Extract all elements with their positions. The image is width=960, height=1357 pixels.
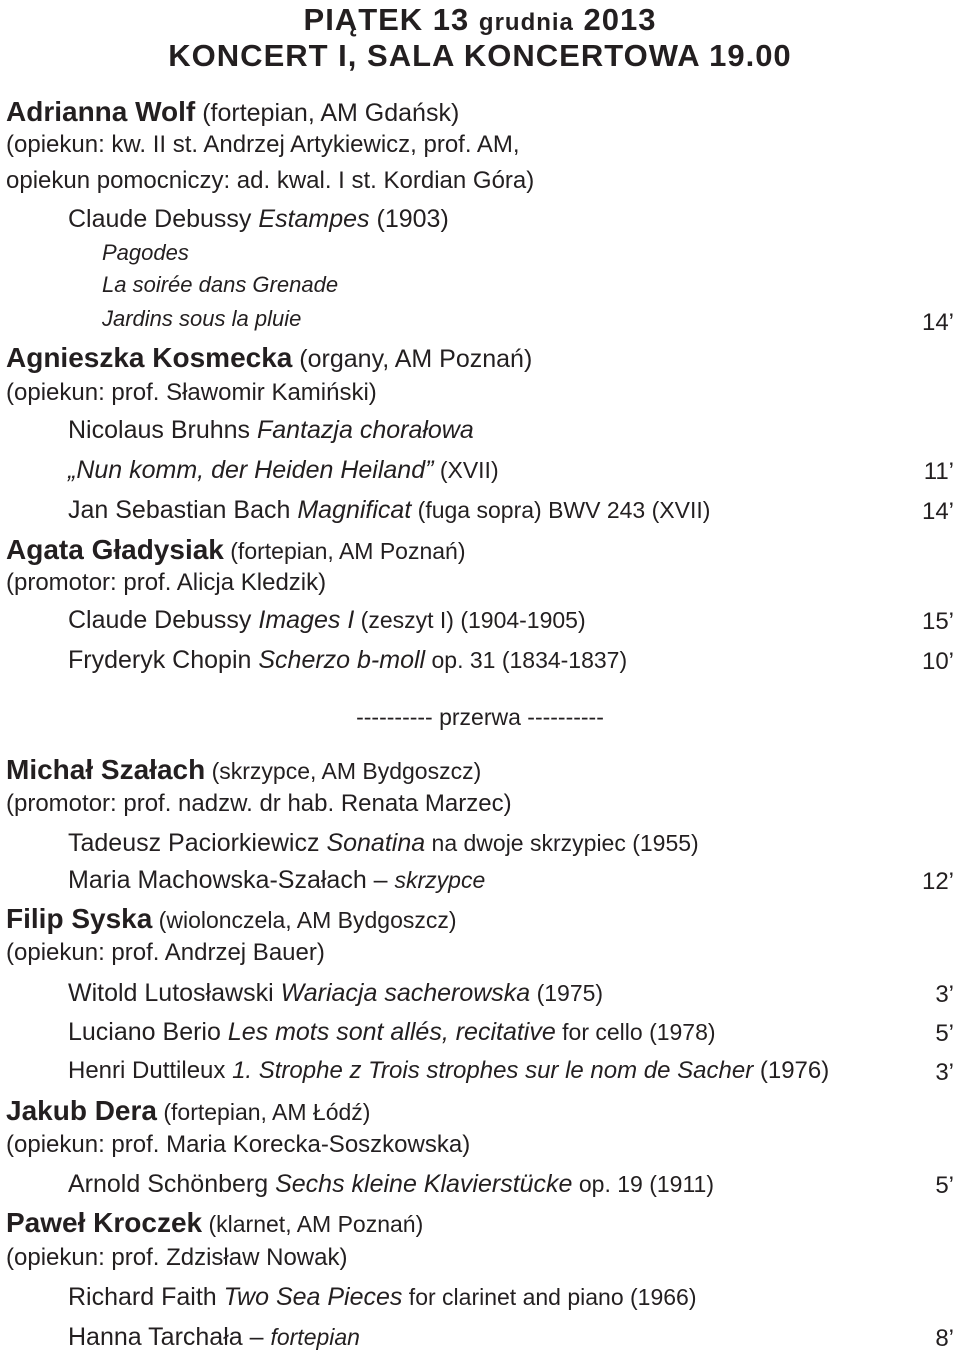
work-line: Jan Sebastian Bach Magnificat (fuga sopra) BWV 243 (XVII) xyxy=(68,496,711,524)
performer-name: Filip Syska xyxy=(6,903,153,934)
supervisor-line: (opiekun: prof. Maria Korecka-Soszkowska) xyxy=(6,1131,471,1158)
duration: 8’ xyxy=(935,1325,954,1352)
duration: 14’ xyxy=(921,498,954,525)
work-line: Henri Duttileux 1. Strophe z Trois strophes sur le nom de Sacher (1976) xyxy=(68,1057,830,1084)
movement: Jardins sous la pluie xyxy=(102,306,302,331)
performer-line: Agata Gładysiak (fortepian, AM Poznań) xyxy=(6,534,466,565)
work-line: Witold Lutosławski Wariacja sacherowska (1975) xyxy=(68,979,604,1007)
work-line: Nicolaus Bruhns Fantazja chorałowa xyxy=(68,416,474,444)
concert-date: PIĄTEK 13 grudnia 2013 xyxy=(303,2,657,37)
duration: 5’ xyxy=(935,1020,954,1047)
performer-line: Jakub Dera (fortepian, AM Łódź) xyxy=(6,1095,371,1126)
work-line: Arnold Schönberg Sechs kleine Klavierstücke op. 19 (1911) xyxy=(68,1170,714,1198)
supervisor-line: (promotor: prof. nadzw. dr hab. Renata Marzec) xyxy=(6,790,512,817)
performer-name: Agata Gładysiak xyxy=(6,534,224,565)
duration: 5’ xyxy=(935,1172,954,1199)
performer-name: Agnieszka Kosmecka xyxy=(6,342,293,373)
performer-line: Filip Syska (wiolonczela, AM Bydgoszcz) xyxy=(6,903,457,934)
work-line: „Nun komm, der Heiden Heiland” (XVII) xyxy=(68,456,499,484)
duration: 3’ xyxy=(935,1059,954,1086)
concert-title: KONCERT I, SALA KONCERTOWA 19.00 xyxy=(168,38,792,73)
supervisor-line: (opiekun: prof. Andrzej Bauer) xyxy=(6,939,325,966)
movement: La soirée dans Grenade xyxy=(102,272,339,297)
work-line: Claude Debussy Images I (zeszyt I) (1904-1905) xyxy=(68,606,586,634)
supervisor-line: (opiekun: prof. Sławomir Kamiński) xyxy=(6,379,377,406)
performer-name: Adrianna Wolf xyxy=(6,96,196,127)
performer-line: Adrianna Wolf (fortepian, AM Gdańsk) xyxy=(6,96,460,127)
duration: 10’ xyxy=(921,648,954,675)
duration: 15’ xyxy=(921,608,954,635)
duration: 14’ xyxy=(921,309,954,336)
supervisor-line: opiekun pomocniczy: ad. kwal. I st. Kordian Góra) xyxy=(6,167,535,194)
performer-line: Paweł Kroczek (klarnet, AM Poznań) xyxy=(6,1207,424,1238)
work-line: Tadeusz Paciorkiewicz Sonatina na dwoje skrzypiec (1955) xyxy=(68,829,699,857)
performer-name: Jakub Dera xyxy=(6,1095,157,1126)
movement: Pagodes xyxy=(102,240,189,265)
duration: 12’ xyxy=(921,868,954,895)
performer-line: Agnieszka Kosmecka (organy, AM Poznań) xyxy=(6,342,533,373)
work-line: Fryderyk Chopin Scherzo b-moll op. 31 (1834-1837) xyxy=(68,646,628,674)
supervisor-line: (promotor: prof. Alicja Kledzik) xyxy=(6,569,327,596)
work-line: Claude Debussy Estampes (1903) xyxy=(68,205,449,233)
intermission: ---------- przerwa ---------- xyxy=(356,704,604,730)
duration: 3’ xyxy=(935,981,954,1008)
supervisor-line: (opiekun: prof. Zdzisław Nowak) xyxy=(6,1244,348,1271)
duration: 11’ xyxy=(923,458,954,485)
partner-line: Hanna Tarchała – fortepian xyxy=(68,1323,360,1351)
performer-name: Michał Szałach xyxy=(6,754,206,785)
work-line: Richard Faith Two Sea Pieces for clarinet and piano (1966) xyxy=(68,1283,697,1311)
performer-name: Paweł Kroczek xyxy=(6,1207,203,1238)
partner-line: Maria Machowska-Szałach – skrzypce xyxy=(68,866,486,894)
performer-line: Michał Szałach (skrzypce, AM Bydgoszcz) xyxy=(6,754,482,785)
work-line: Luciano Berio Les mots sont allés, recitative for cello (1978) xyxy=(68,1018,716,1046)
supervisor-line: (opiekun: kw. II st. Andrzej Artykiewicz, prof. AM, xyxy=(6,131,520,158)
